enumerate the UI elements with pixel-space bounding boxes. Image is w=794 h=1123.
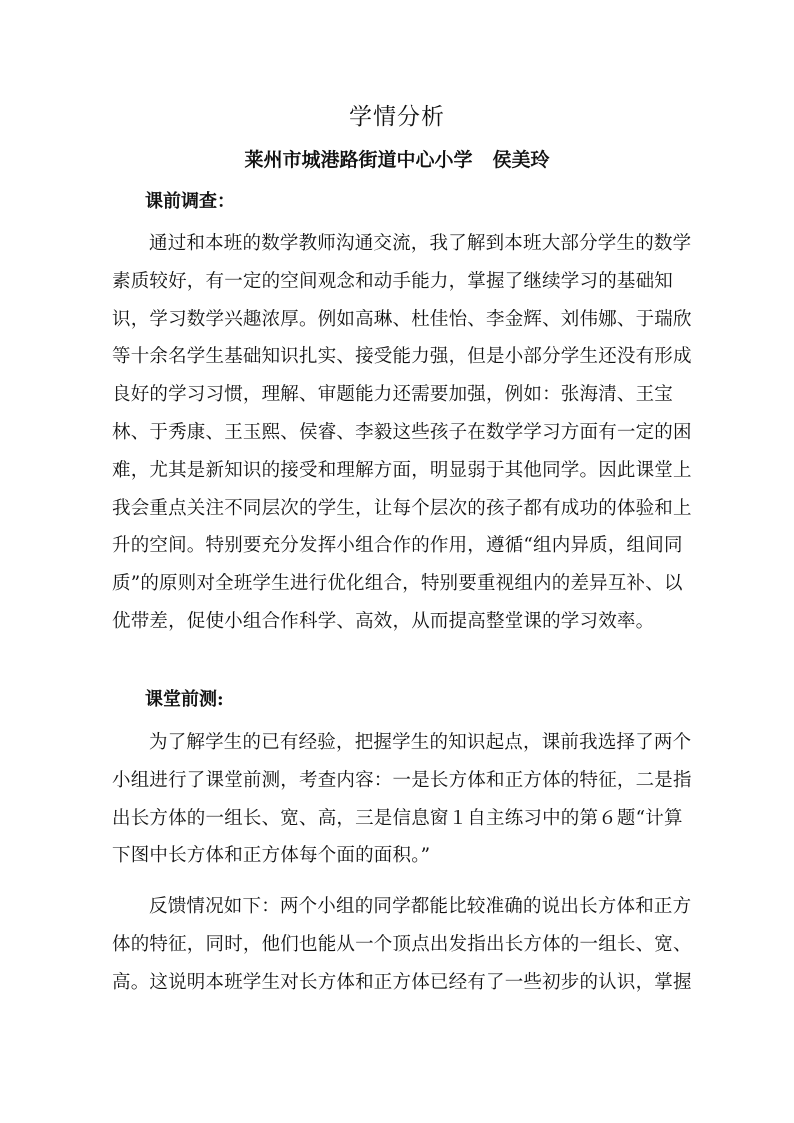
paragraph-line: 小组进行了课堂前测，考查内容：一是长方体和正方体的特征，二是指 (112, 769, 692, 791)
paragraph-line: 等十余名学生基础知识扎实、接受能力强，但是小部分学生还没有形成 (112, 346, 692, 368)
paragraph-survey (112, 225, 692, 641)
section-heading-pre-test: 课堂前测: (145, 689, 224, 710)
paragraph-line: 识，学习数学兴趣浓厚。例如高琳、杜佳怡、李金辉、刘伟娜、于瑞欣 (112, 308, 692, 330)
document-title: 学情分析 (349, 104, 445, 130)
paragraph-line: 素质较好，有一定的空间观念和动手能力，掌握了继续学习的基础知 (112, 270, 674, 292)
paragraph-line: 良好的学习习惯，理解、审题能力还需要加强，例如：张海清、王宝 (112, 384, 674, 406)
paragraph-line: 质”的原则对全班学生进行优化组合，特别要重视组内的差异互补、以 (112, 573, 683, 595)
paragraph-line: 下图中长方体和正方体每个面的面积。” (112, 845, 431, 867)
paragraph-line: 林、于秀康、王玉熙、侯睿、李毅这些孩子在数学学习方面有一定的困 (112, 421, 692, 443)
author-name: 侯美玲 (492, 149, 550, 171)
paragraph-line: 通过和本班的数学教师沟通交流，我了解到本班大部分学生的数学 (149, 233, 692, 254)
paragraph-line: 体的特征，同时，他们也能从一个顶点出发指出长方体的一组长、宽、 (112, 933, 692, 955)
paragraph-line: 我会重点关注不同层次的学生，让每个层次的孩子都有成功的体验和上 (112, 497, 692, 519)
paragraph-line: 难，尤其是新知识的接受和理解方面，明显弱于其他同学。因此课堂上 (112, 459, 692, 481)
paragraph-feedback (112, 888, 692, 1001)
author-line (0, 145, 794, 175)
paragraph-line: 反馈情况如下：两个小组的同学都能比较准确的说出长方体和正方 (149, 896, 692, 917)
paragraph-pre-test (112, 724, 692, 875)
paragraph-line: 高。这说明本班学生对长方体和正方体已经有了一些初步的认识，掌握 (112, 971, 692, 993)
section-heading-pre-class-survey: 课前调查： (145, 191, 235, 212)
school-name: 莱州市城港路街道中心小学 (244, 149, 473, 171)
paragraph-line: 为了解学生的已有经验，把握学生的知识起点，课前我选择了两个 (149, 732, 692, 753)
paragraph-line: 优带差，促使小组合作科学、高效，从而提高整堂课的学习效率。 (112, 610, 655, 632)
paragraph-line: 出长方体的一组长、宽、高，三是信息窗１自主练习中的第６题“计算 (112, 807, 683, 829)
paragraph-line: 升的空间。特别要充分发挥小组合作的作用，遵循“组内异质，组间同 (112, 535, 683, 557)
